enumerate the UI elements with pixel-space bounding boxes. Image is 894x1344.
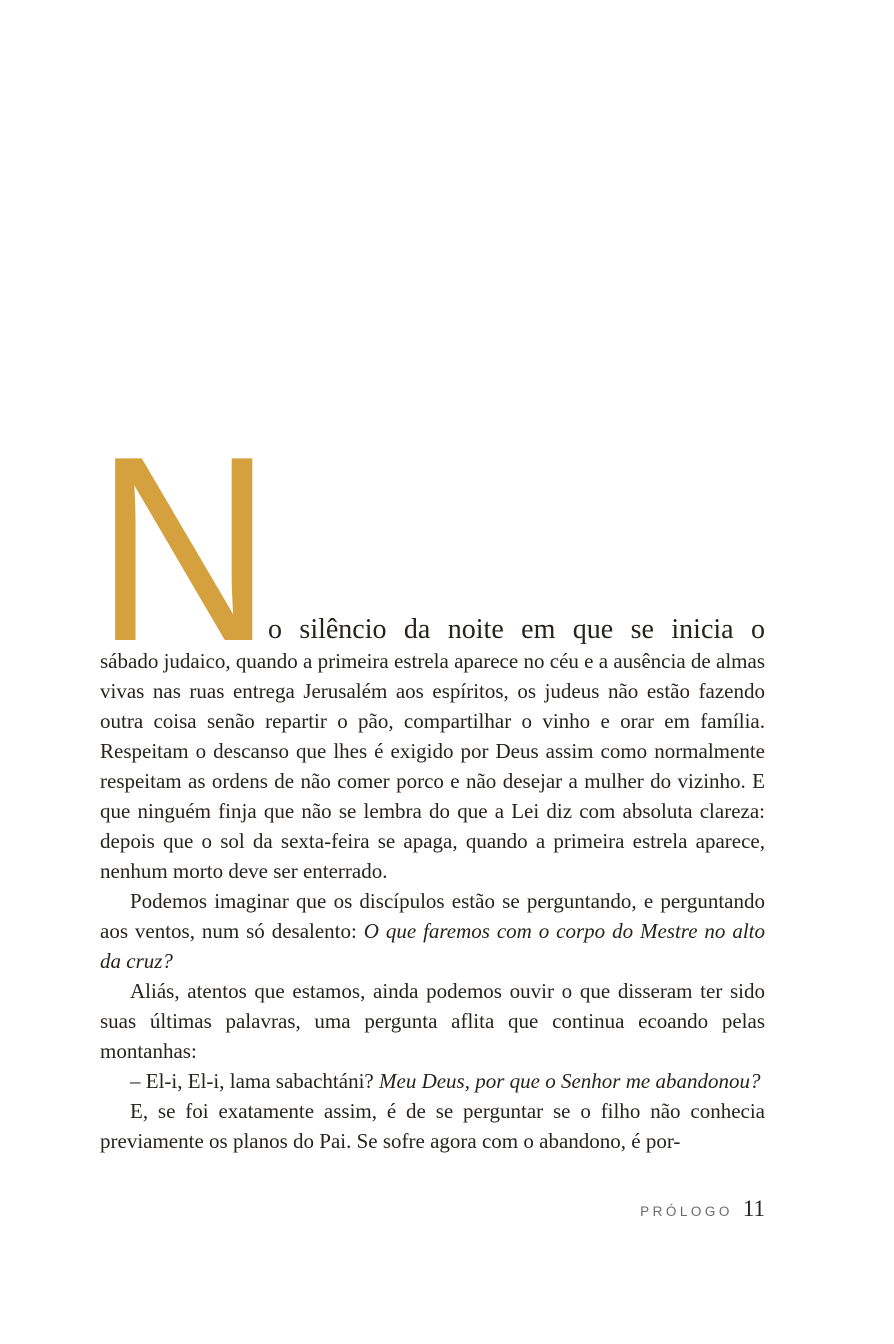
page-body (95, 401, 765, 1156)
text-run: Aliás, atentos que estamos, ainda podemos ouvir o que disseram ter sido suas últimas palavras, uma pergunta aflita que continua ecoando pelas montanhas: (100, 979, 765, 1063)
opening-line: o silêncio da noite em que se inicia o (268, 614, 765, 645)
paragraph (100, 1066, 765, 1096)
text-run: E, se foi exatamente assim, é de se perguntar se o filho não conhecia previamente os planos do Pai. Se sofre agora com o abandono, é por- (100, 1099, 765, 1153)
paragraph (100, 976, 765, 1066)
page-number: 11 (742, 1196, 765, 1221)
italic-run: Meu Deus, por que o Senhor me abandonou? (379, 1069, 761, 1093)
italic-run: O que faremos com o corpo do Mestre no alto da cruz? (100, 919, 765, 973)
opening-block (95, 401, 765, 696)
page-footer (100, 1196, 765, 1222)
paragraph (100, 886, 765, 976)
text-run: sábado judaico, quando a primeira estrela aparece no céu e a ausência de almas vivas nas ruas entrega Jerusalém aos espíritos, os judeus não estão fazendo outra coisa senão repartir o pão, compartilhar o vinho e orar em família. Respeitam o descanso que lhes é exigido por Deus assim como normalmente respeitam as ordens de não comer porco e não desejar a mulher do vizinho. E que ninguém finja que não se lembra do que a Lei diz com absoluta clareza: depois que o sol da sexta-feira se apaga, quando a primeira estrela aparece, nenhum morto deve ser enterrado. (100, 649, 765, 883)
text-run: Podemos imaginar que os discípulos estão se perguntando, e perguntando aos ventos, num só desalento: (100, 889, 765, 943)
paragraphs (100, 646, 765, 1156)
text-run: – El-i, El-i, lama sabachtáni? (130, 1069, 379, 1093)
drop-cap-letter: N (95, 401, 273, 696)
section-label: PRÓLOGO (640, 1204, 733, 1219)
paragraph (100, 1096, 765, 1156)
